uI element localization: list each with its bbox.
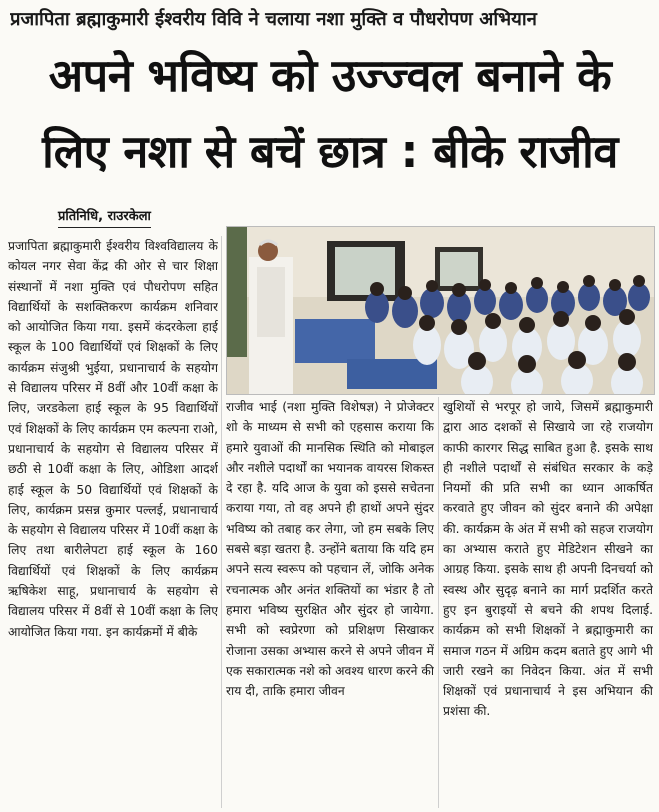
- article-headline-line-2: लिए नशा से बचें छात्र : बीके राजीव: [42, 125, 618, 178]
- column-divider-1: [221, 236, 222, 808]
- article-column-2: राजीव भाई (नशा मुक्ति विशेषज्ञ) ने प्रोजेक्टर शो के माध्यम से सभी को एहसास कराया कि हमारे युवाओं की मानसिक स्थिति को मोबाइल और नशीले पदार्थों का भयानक वायरस शिकस्त दे रहा है. यदि आज के युवा को इससे सचेतना कराया गया, तो वह अपने ही हाथों अपने सुंदर भविष्य को तबाह कर लेगा, जो हम सबके लिए सबसे बड़ा खतरा है. उन्होंने बताया कि यदि हम अपने सत्य स्वरूप को पहचान लें, जोकि अनेक रचनात्मक और अनंत शक्तियों का भंडार है तो हमारा भविष्य सुरक्षित और सुंदर हो जायेगा. सभी को स्वप्रेरणा को प्रशिक्षण सिखाकर रोजाना उसका अभ्यास करने से अपने जीवन में एक सकारात्मक नशे को अवश्य धारण करने की राय दी, ताकि हमारा जीवन: [226, 400, 434, 699]
- article-kicker: प्रजापिता ब्रह्माकुमारी ईश्वरीय विवि ने चलाया नशा मुक्ति व पौधरोपण अभियान: [10, 9, 537, 30]
- column-divider-2: [438, 397, 439, 808]
- classroom-photo: [226, 226, 655, 395]
- article-headline-line-1: अपने भविष्य को उज्ज्वल बनाने के: [48, 49, 612, 102]
- article-column-3: खुशियों से भरपूर हो जाये, जिसमें ब्रह्माकुमारी द्वारा आठ दशकों से सिखाये जा रहे राजयोग काफी कारगर सिद्ध साबित हुआ है. इसके साथ ही नशीले पदार्थों से संबंधित सरकार के कड़े नियमों की प्रति सभी का ध्यान आकर्षित करवाते हुए जीवन को सुंदर बनाने की अपेक्षा की. कार्यक्रम के अंत में सभी को सहज राजयोग का अभ्यास कराते हुए मेडिटेशन सीखने का आग्रह किया. इसके साथ ही अपनी दिनचर्या को स्वस्थ और सुदृढ़ बनाने का मार्ग प्रदर्शित करते हुए इन बुराइयों से बचने की शपथ दिलाई. कार्यक्रम को सभी शिक्षकों ने ब्रह्माकुमारी का समाज गठन में अग्रिम कदम बताते हुए आगे भी जारी रखने का निवेदन किया. अंत में सभी शिक्षकों एवं प्रधानाचार्य ने इस अभियान की प्रशंसा की.: [443, 400, 653, 719]
- article-byline: प्रतिनिधि, राउरकेला: [58, 208, 151, 228]
- classroom-photo-graphic: [227, 227, 654, 394]
- article-column-1: प्रजापिता ब्रह्माकुमारी ईश्वरीय विश्वविद्यालय के कोयल नगर सेवा केंद्र की ओर से चार शिक्षा संस्थानों में नशा मुक्ति एवं पौधरोपण सहित विद्यार्थियों के सशक्तिकरण कार्यक्रम शनिवार को आयोजित किया गया. इसमें कंदरकेला हाई स्कूल के 100 विद्यार्थियों एवं शिक्षकों के लिए कार्यक्रम संजुश्री भुईया, प्रधानाचार्य के सहयोग से विद्यालय परिसर में 8वीं और 10वीं कक्षा के लिए, जरडकेला हाई स्कूल के 95 विद्यार्थियों एवं शिक्षकों के लिए कार्यक्रम एम कल्पना राओ, प्रधानाचार्य के सहयोग से विद्यालय परिसर में छठी से 10वीं कक्षा के लिए, ओडिशा आदर्श हाई स्कूल के 50 विद्यार्थियों एवं शिक्षकों के लिए, कार्यक्रम प्रसन्न कुमार पल्लई, प्रधानाचार्य के सहयोग से विद्यालय परिसर में 10वीं कक्षा के लिए तथा बारीलेपटा हाई स्कूल के 160 विद्यार्थियों एवं शिक्षकों के लिए कार्यक्रम ऋषिकेश साहू, प्रधानाचार्य के सहयोग से विद्यालय परिसर में 8वीं से 10वीं कक्षा के लिए आयोजित किया गया. इन कार्यक्रमों में बीके: [8, 239, 218, 639]
